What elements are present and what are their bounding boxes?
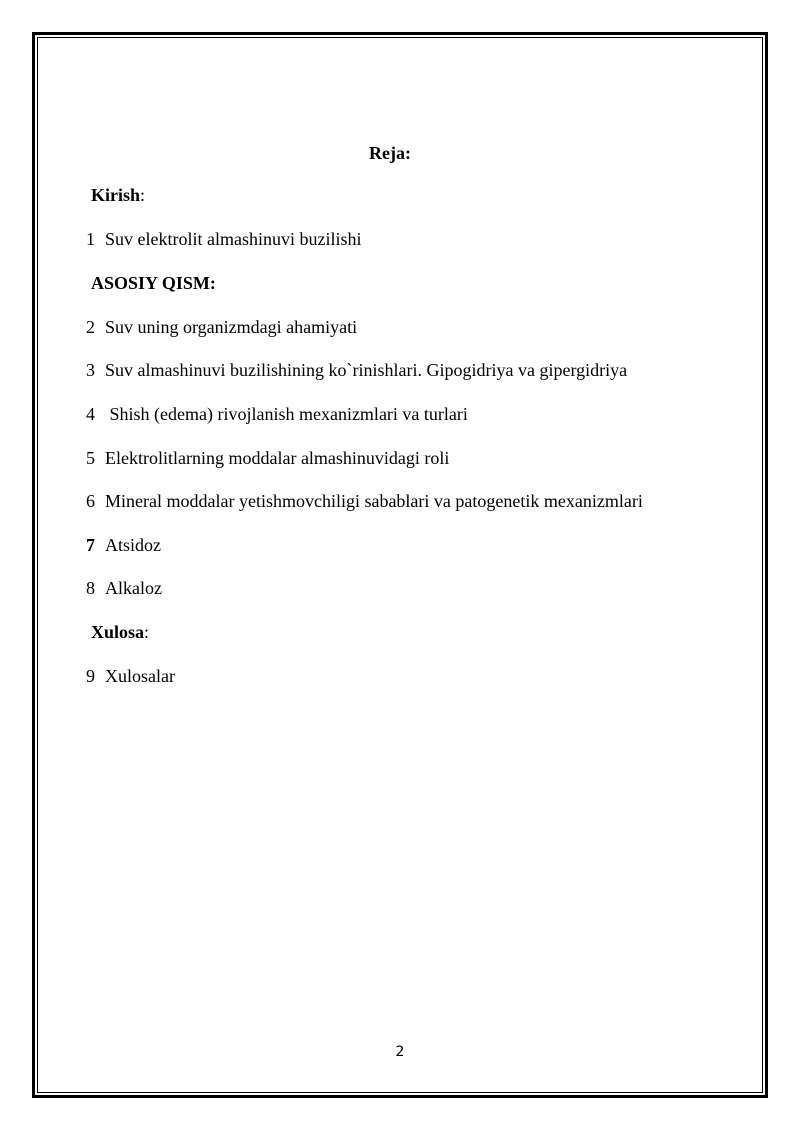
list-item xyxy=(86,228,361,250)
list-item-number: 5 xyxy=(86,448,95,468)
list-item-text: Shish (edema) rivojlanish mexanizmlari va turlari xyxy=(105,404,468,424)
page-number: 2 xyxy=(395,1044,405,1060)
list-item xyxy=(86,403,468,425)
section-main: ASOSIY QISM: xyxy=(91,273,216,293)
list-item-text: Atsidoz xyxy=(105,535,161,555)
list-item-text: Suv almashinuvi buzilishining ko`rinishlari. Gipogidriya va gipergidriya xyxy=(105,360,628,380)
list-item-number: 3 xyxy=(86,360,95,380)
section-intro-colon: : xyxy=(140,185,146,205)
page-border-inner xyxy=(37,37,763,1093)
section-conclusion-label: Xulosa xyxy=(91,622,145,642)
list-item-text: Xulosalar xyxy=(105,666,175,686)
list-item-number: 7 xyxy=(86,535,95,555)
list-item-number: 2 xyxy=(86,317,95,337)
list-item xyxy=(86,534,161,556)
plan-title: Reja: xyxy=(369,143,411,163)
list-item xyxy=(86,665,175,687)
list-item-number: 1 xyxy=(86,229,95,249)
list-item-text: Elektrolitlarning moddalar almashinuvidagi roli xyxy=(105,448,450,468)
section-intro xyxy=(91,184,145,206)
list-item xyxy=(86,316,357,338)
section-conclusion-colon: : xyxy=(144,622,150,642)
list-item xyxy=(86,577,162,599)
list-item-number: 6 xyxy=(86,491,95,511)
list-item-text: Suv uning organizmdagi ahamiyati xyxy=(105,317,358,337)
list-item xyxy=(86,490,643,512)
list-item-text: Mineral moddalar yetishmovchiligi sabablari va patogenetik mexanizmlari xyxy=(105,491,643,511)
list-item-number: 4 xyxy=(86,404,95,424)
list-item-text: Suv elektrolit almashinuvi buzilishi xyxy=(105,229,362,249)
list-item-number: 9 xyxy=(86,666,95,686)
list-item-number: 8 xyxy=(86,578,95,598)
section-intro-label: Kirish xyxy=(91,185,141,205)
list-item xyxy=(86,359,627,381)
list-item xyxy=(86,447,449,469)
list-item-text: Alkaloz xyxy=(105,578,162,598)
section-conclusion xyxy=(91,621,149,643)
